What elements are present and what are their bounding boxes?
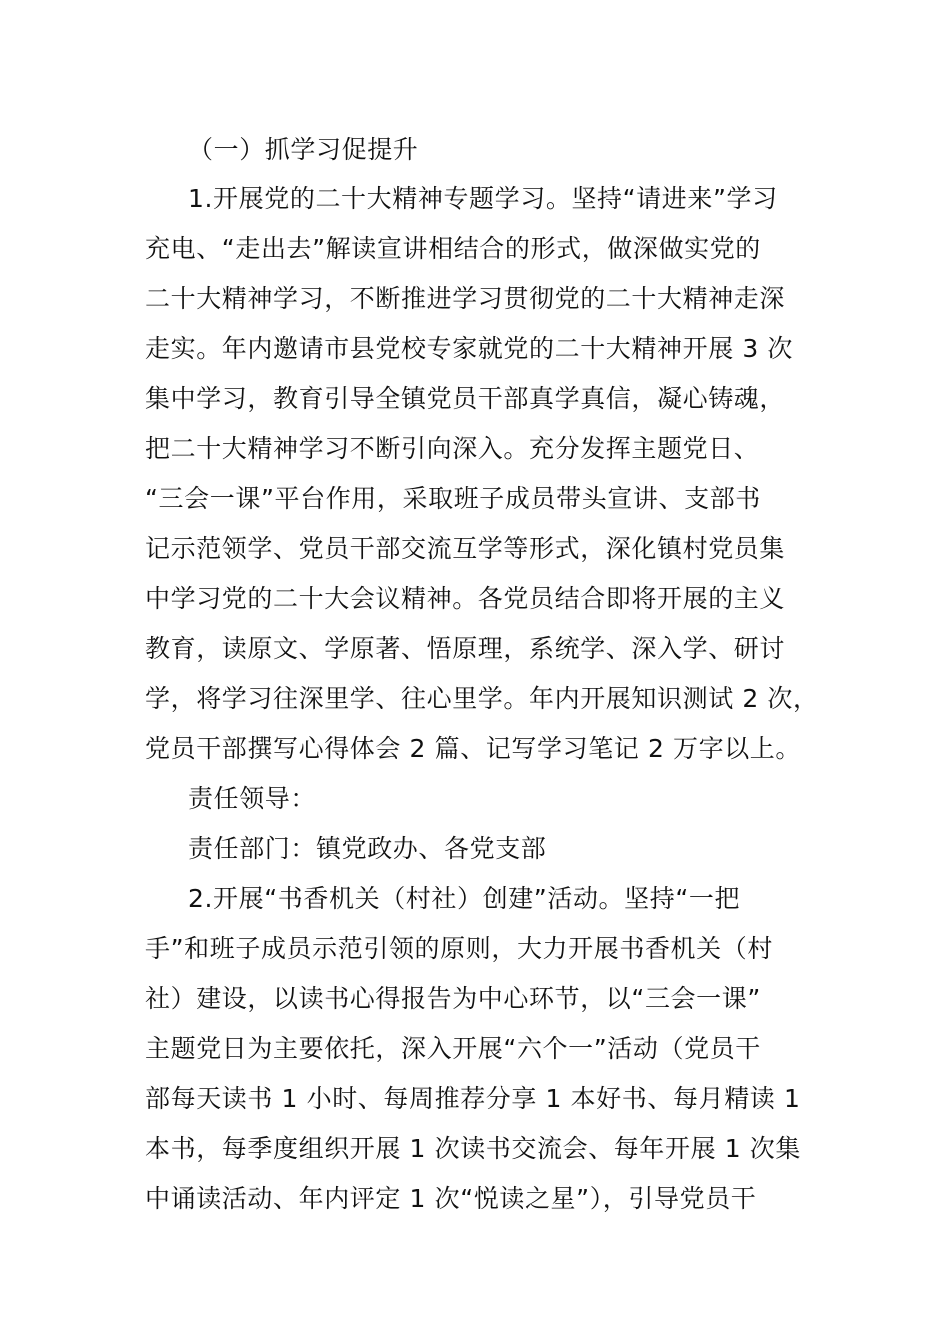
paragraph-line: 充电、“走出去”解读宣讲相结合的形式，做深做实党的 bbox=[145, 234, 761, 263]
paragraph-line: 二十大精神学习，不断推进学习贯彻党的二十大精神走深 bbox=[145, 284, 786, 313]
paragraph-line: 集中学习，教育引导全镇党员干部真学真信，凝心铸魂， bbox=[145, 384, 786, 413]
responsible-department: 责任部门：镇党政办、各党支部 bbox=[188, 834, 547, 863]
paragraph-line: 学，将学习往深里学、往心里学。年内开展知识测试 2 次， bbox=[145, 684, 819, 713]
paragraph-line: 2.开展“书香机关（村社）创建”活动。坚持“一把 bbox=[188, 884, 741, 913]
paragraph-line: 本书，每季度组织开展 1 次读书交流会、每年开展 1 次集 bbox=[145, 1134, 802, 1163]
section-heading: （一）抓学习促提升 bbox=[188, 135, 419, 164]
paragraph-line: 中诵读活动、年内评定 1 次“悦读之星”），引导党员干 bbox=[145, 1184, 757, 1213]
paragraph-line: 社）建设，以读书心得报告为中心环节，以“三会一课” bbox=[145, 984, 761, 1013]
paragraph-line: 手”和班子成员示范引领的原则，大力开展书香机关（村 bbox=[145, 934, 773, 963]
paragraph-line: 走实。年内邀请市县党校专家就党的二十大精神开展 3 次 bbox=[145, 334, 794, 363]
paragraph-line: 主题党日为主要依托，深入开展“六个一”活动（党员干 bbox=[145, 1034, 761, 1063]
paragraph-line: 中学习党的二十大会议精神。各党员结合即将开展的主义 bbox=[145, 584, 786, 613]
responsible-leader: 责任领导： bbox=[188, 784, 317, 813]
paragraph-line: 部每天读书 1 小时、每周推荐分享 1 本好书、每月精读 1 bbox=[145, 1084, 801, 1113]
paragraph-line: 1.开展党的二十大精神专题学习。坚持“请进来”学习 bbox=[188, 184, 778, 213]
paragraph-line: 党员干部撰写心得体会 2 篇、记写学习笔记 2 万字以上。 bbox=[145, 734, 802, 763]
paragraph-line: “三会一课”平台作用，采取班子成员带头宣讲、支部书 bbox=[145, 484, 761, 513]
paragraph-line: 记示范领学、党员干部交流互学等形式，深化镇村党员集 bbox=[145, 534, 786, 563]
paragraph-line: 把二十大精神学习不断引向深入。充分发挥主题党日、 bbox=[145, 434, 760, 463]
paragraph-line: 教育，读原文、学原著、悟原理，系统学、深入学、研讨 bbox=[145, 634, 786, 663]
